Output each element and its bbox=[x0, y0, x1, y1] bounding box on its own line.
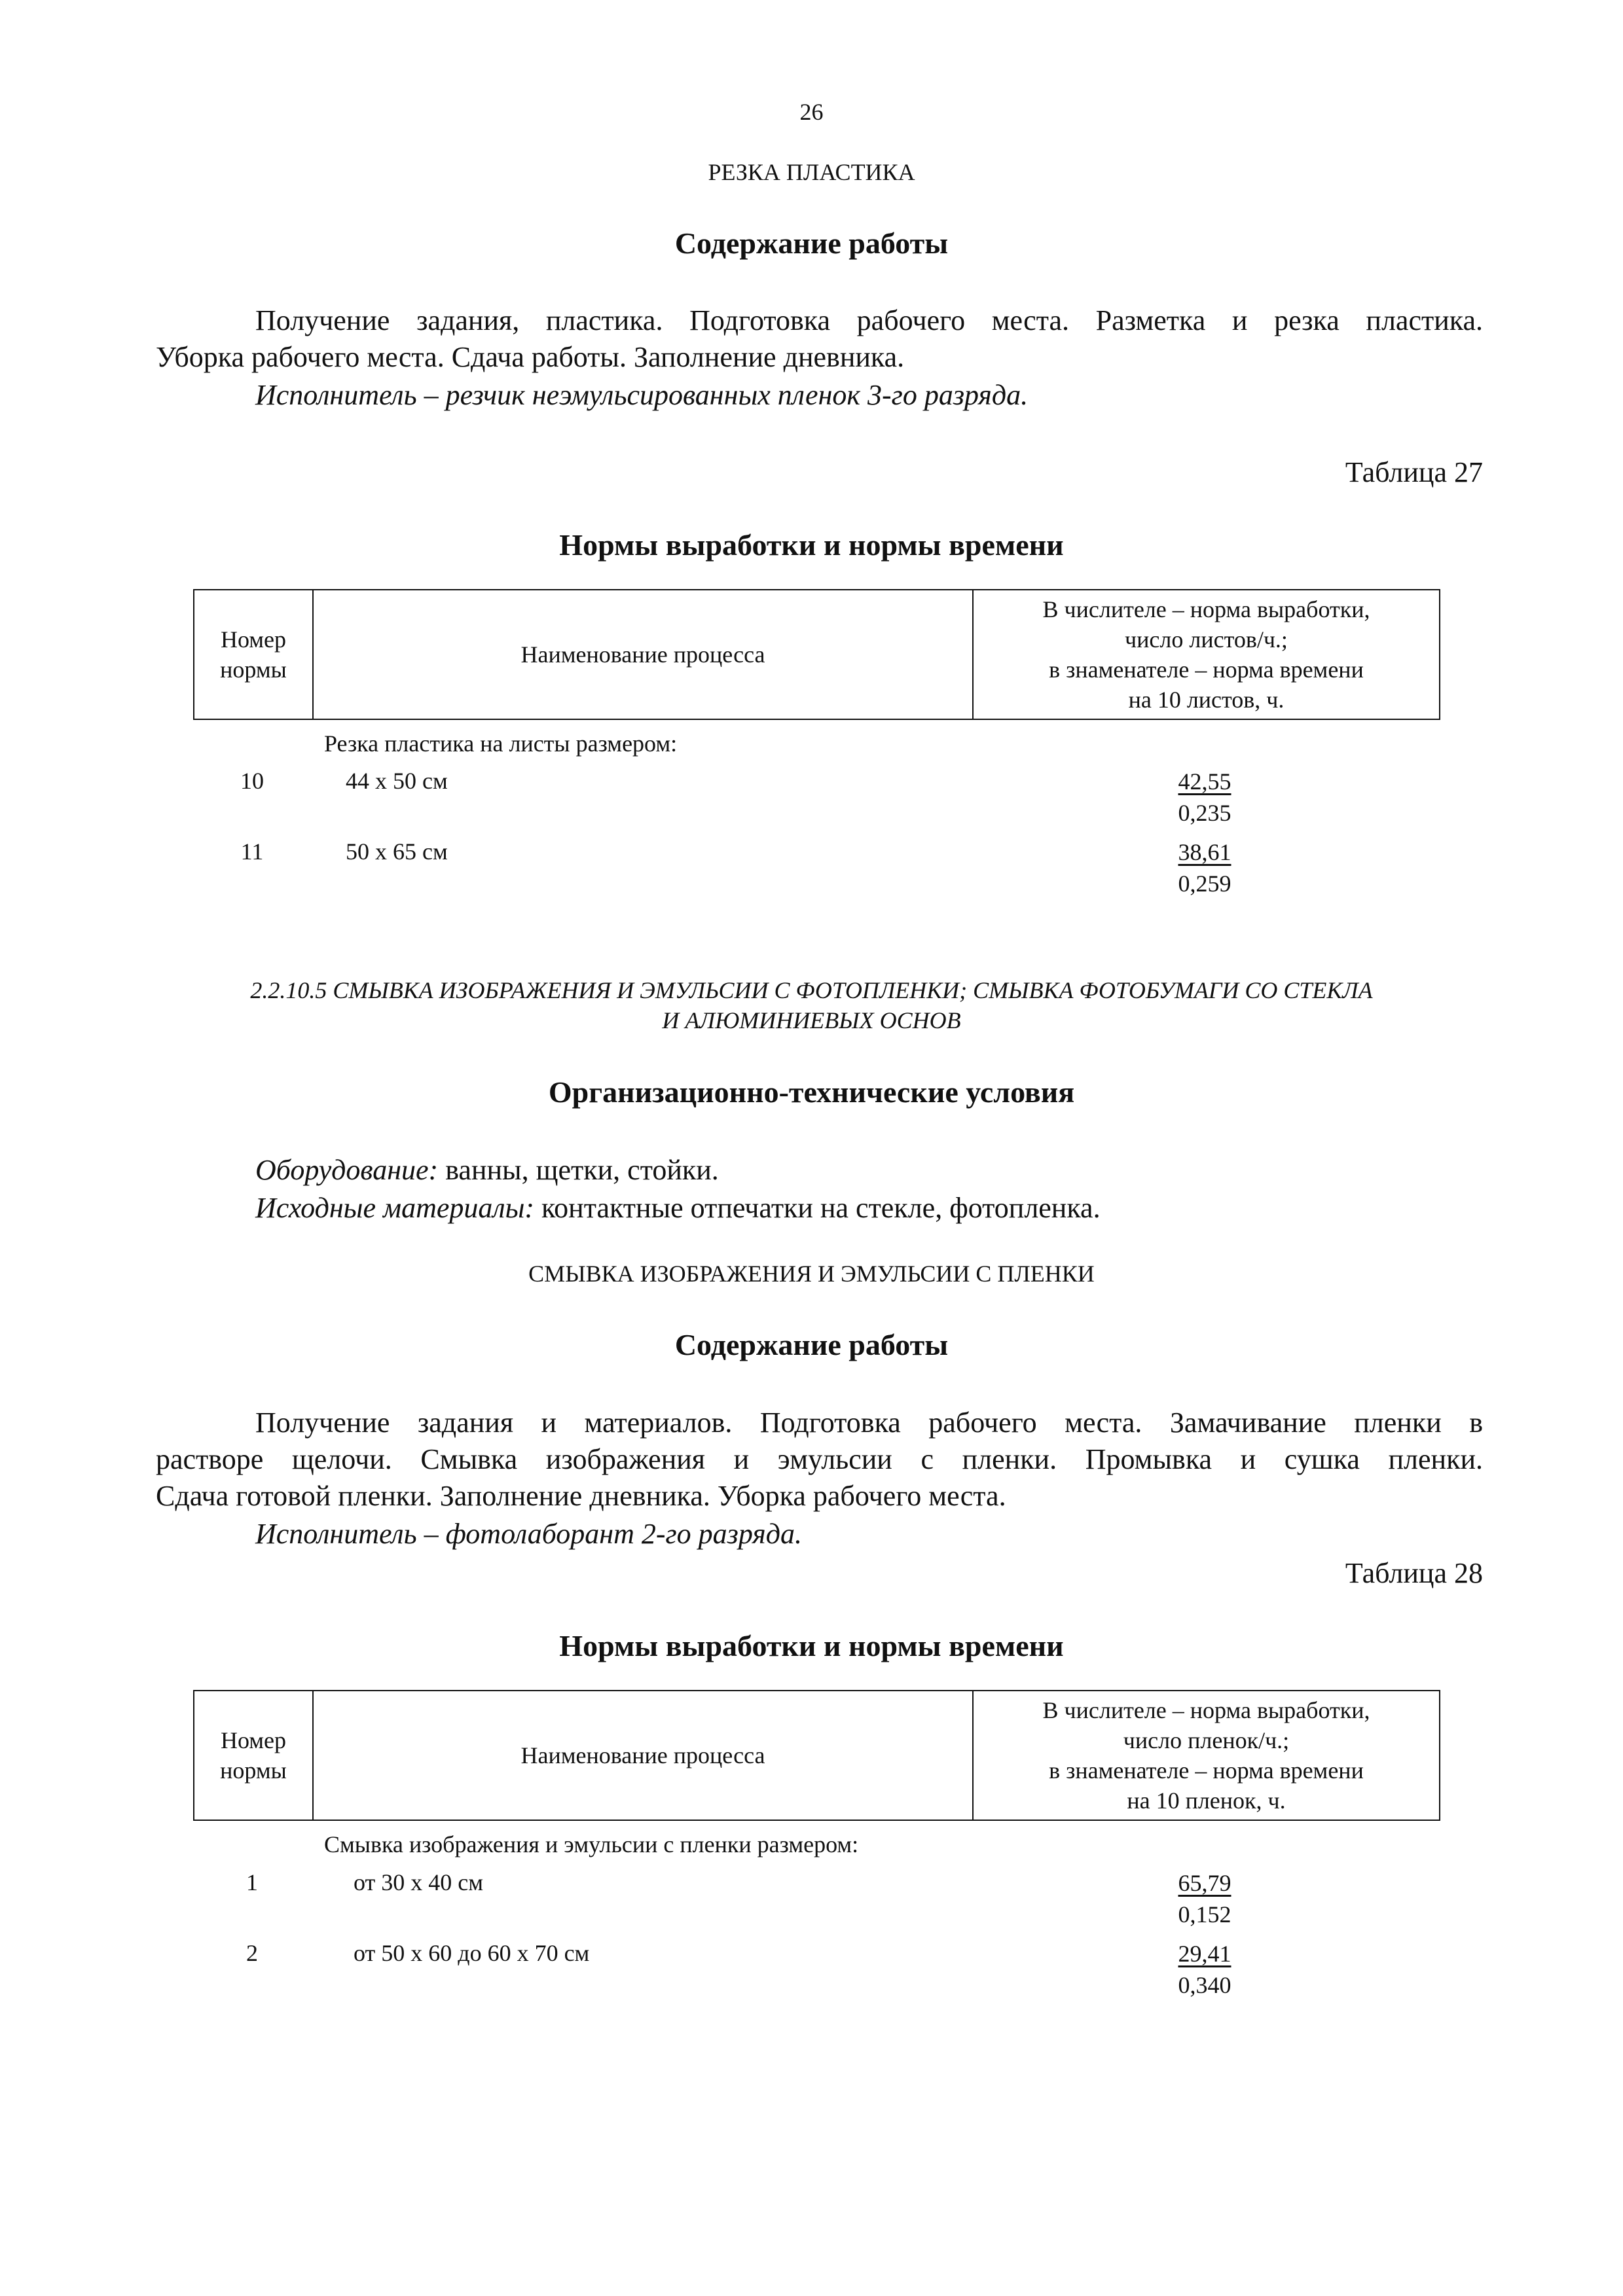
work-content-line-1: Получение задания, пластика. Подготовка рабочего места. Разметка и резка пластика. bbox=[255, 304, 1483, 336]
row-name: от 30 х 40 см bbox=[354, 1869, 484, 1895]
row-name: 44 х 50 см bbox=[346, 768, 448, 794]
norm-numerator: 42,55 bbox=[1178, 768, 1231, 795]
norm-denominator: 0,152 bbox=[1178, 1901, 1231, 1928]
header-norms-line-2: число листов/ч.; bbox=[1125, 626, 1288, 653]
materials-label: Исходные материалы: bbox=[255, 1192, 535, 1224]
header-norm-number: Номер нормы bbox=[194, 1691, 313, 1820]
row-number: 2 bbox=[246, 1940, 258, 1966]
row-norm-fraction bbox=[1139, 836, 1270, 899]
row-name: 50 х 65 см bbox=[346, 838, 448, 865]
equipment-value: ванны, щетки, стойки. bbox=[438, 1154, 719, 1186]
materials-line bbox=[255, 1190, 1483, 1227]
norms-table-header bbox=[193, 589, 1440, 720]
header-norms-line-1: В числителе – норма выработки, bbox=[1042, 1697, 1370, 1723]
section-title-plastic-cutting: РЕЗКА ПЛАСТИКА bbox=[708, 159, 915, 185]
group-label: Резка пластика на листы размером: bbox=[324, 730, 678, 757]
header-process-name: Наименование процесса bbox=[313, 590, 973, 719]
table-label: Таблица 28 bbox=[1345, 1557, 1483, 1589]
section-title-line-1: 2.2.10.5 СМЫВКА ИЗОБРАЖЕНИЯ И ЭМУЛЬСИИ С ФОТОПЛЕНКИ; СМЫВКА ФОТОБУМАГИ СО СТЕКЛА bbox=[250, 977, 1373, 1003]
norm-numerator: 65,79 bbox=[1178, 1870, 1231, 1896]
group-label: Смывка изображения и эмульсии с пленки размером: bbox=[324, 1831, 859, 1857]
row-norm-fraction bbox=[1139, 766, 1270, 829]
norm-numerator: 29,41 bbox=[1178, 1941, 1231, 1967]
work-content-line-2: Уборка рабочего места. Сдача работы. Заполнение дневника. bbox=[156, 341, 905, 373]
header-norms-line-2: число пленок/ч.; bbox=[1123, 1727, 1290, 1753]
row-norm-fraction bbox=[1139, 1867, 1270, 1930]
section-title-line-2: И АЛЮМИНИЕВЫХ ОСНОВ bbox=[662, 1007, 961, 1033]
header-norms-line-4: на 10 листов, ч. bbox=[1128, 687, 1285, 713]
row-norm-fraction bbox=[1139, 1938, 1270, 2001]
norm-denominator: 0,340 bbox=[1178, 1972, 1231, 1998]
header-norms-line-3: в знаменателе – норма времени bbox=[1049, 1757, 1364, 1784]
norm-numerator: 38,61 bbox=[1178, 839, 1231, 865]
norms-table-header bbox=[193, 1690, 1440, 1821]
executor-line: Исполнитель – фотолаборант 2-го разряда. bbox=[255, 1518, 802, 1550]
header-norm-number: Номер нормы bbox=[194, 590, 313, 719]
header-norms-line-3: в знаменателе – норма времени bbox=[1049, 656, 1364, 683]
norm-denominator: 0,259 bbox=[1178, 870, 1231, 897]
org-conditions-heading: Организационно-технические условия bbox=[548, 1075, 1075, 1109]
work-content-heading: Содержание работы bbox=[674, 226, 949, 260]
row-number: 1 bbox=[246, 1869, 258, 1895]
row-number: 11 bbox=[240, 838, 264, 865]
work-content-line-1: Получение задания и материалов. Подготовка рабочего места. Замачивание пленки в bbox=[255, 1407, 1483, 1439]
equipment-line bbox=[255, 1152, 1483, 1189]
header-norms-line-4: на 10 пленок, ч. bbox=[1127, 1787, 1286, 1814]
table-label: Таблица 27 bbox=[1345, 456, 1483, 488]
section-title-emulsion-washing: СМЫВКА ИЗОБРАЖЕНИЯ И ЭМУЛЬСИИ С ПЛЕНКИ bbox=[528, 1261, 1095, 1287]
work-content-line-2: растворе щелочи. Смывка изображения и эмульсии с пленки. Промывка и сушка пленки. bbox=[156, 1443, 1483, 1475]
table-heading: Нормы выработки и нормы времени bbox=[559, 528, 1064, 562]
header-norms bbox=[973, 1691, 1440, 1820]
work-content-line-3: Сдача готовой пленки. Заполнение дневника. Уборка рабочего места. bbox=[156, 1480, 1006, 1512]
header-norms-line-1: В числителе – норма выработки, bbox=[1042, 596, 1370, 622]
header-process-name: Наименование процесса bbox=[313, 1691, 973, 1820]
row-name: от 50 х 60 до 60 х 70 см bbox=[354, 1940, 590, 1966]
work-content-heading: Содержание работы bbox=[674, 1328, 949, 1361]
header-norms bbox=[973, 590, 1440, 719]
row-number: 10 bbox=[240, 768, 264, 794]
norm-denominator: 0,235 bbox=[1178, 800, 1231, 826]
page-number: 26 bbox=[799, 99, 824, 125]
table-heading: Нормы выработки и нормы времени bbox=[559, 1629, 1064, 1662]
executor-line: Исполнитель – резчик неэмульсированных пленок 3-го разряда. bbox=[255, 379, 1029, 411]
materials-value: контактные отпечатки на стекле, фотопленка. bbox=[534, 1192, 1101, 1224]
equipment-label: Оборудование: bbox=[255, 1154, 439, 1186]
